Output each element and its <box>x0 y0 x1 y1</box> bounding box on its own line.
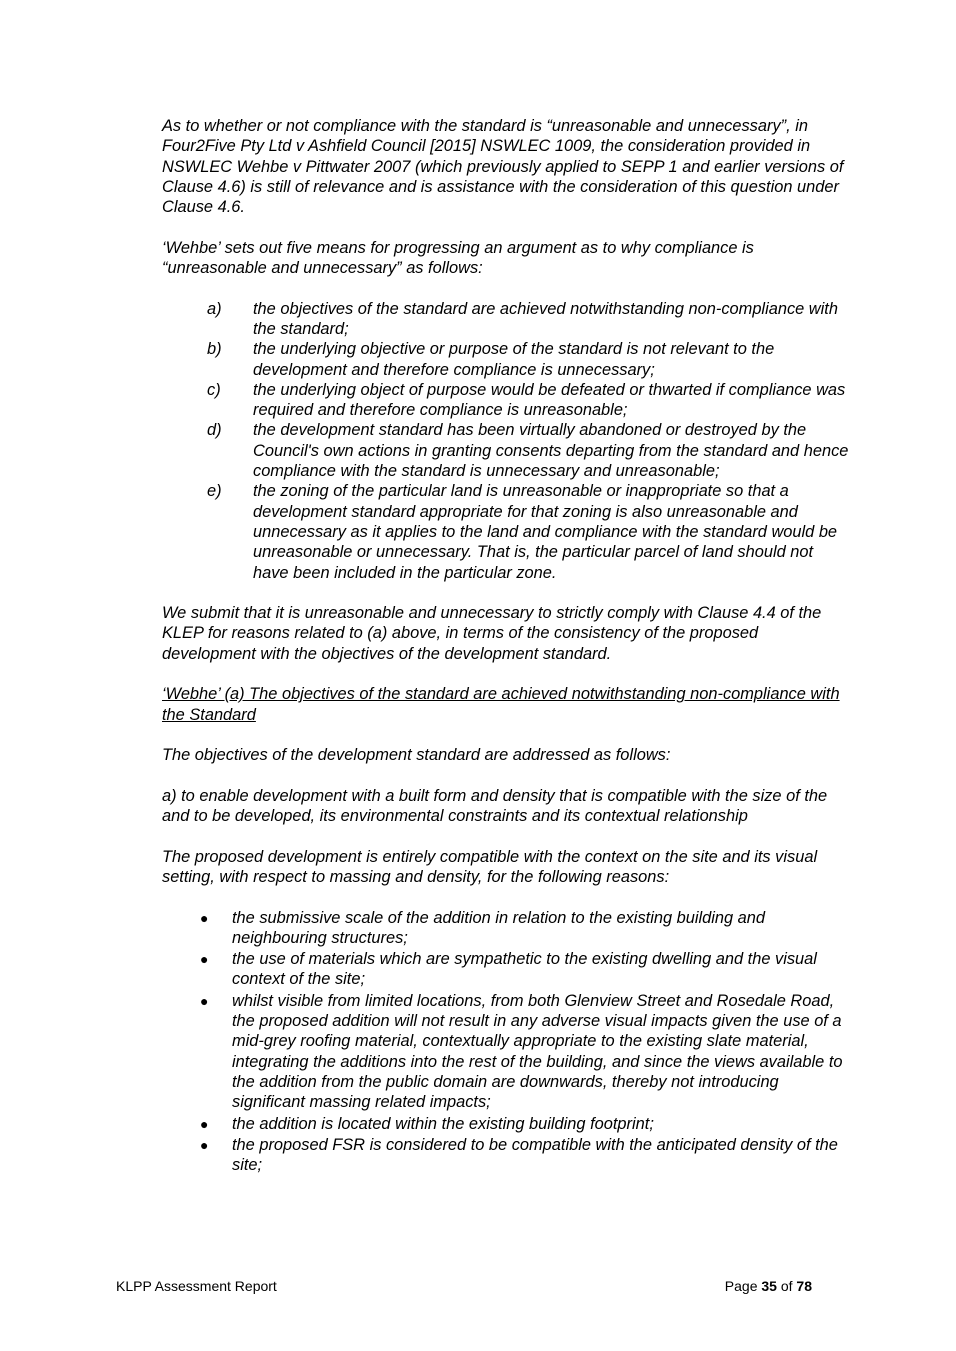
list-item-text: the proposed FSR is considered to be compatible with the anticipated density of the site; <box>232 1135 838 1175</box>
page-number: 35 <box>761 1278 777 1294</box>
list-item-text: whilst visible from limited locations, from both Glenview Street and Rosedale Road, the proposed addition will not result in any adverse visual impacts given the use of a mid-grey roofing material, contextually appropriate to the existing slate material, integrating the additions into the rest of the building, and since the views available to the addition from the public domain are downwards, thereby not introducing significant massing related impacts; <box>232 991 843 1112</box>
list-item-letter: a) <box>207 299 222 318</box>
list-item-text: the use of materials which are sympathetic to the existing dwelling and the visual context of the site; <box>232 950 817 989</box>
list-item <box>162 339 852 380</box>
list-item <box>162 380 852 421</box>
reasons-list <box>162 908 852 1176</box>
bullet-icon: ● <box>200 992 209 1009</box>
paragraph-objective-a: a) to enable development with a built form and density that is compatible with the size of the and to be developed, its environmental constraints and its contextual relationship <box>162 786 828 826</box>
bullet-icon: ● <box>200 951 209 968</box>
list-item-text: the zoning of the particular land is unreasonable or inappropriate so that a development standard appropriate for that zoning is also unreasonable and unnecessary as it applies to the land and compliance with the standard would be unreasonable or unnecessary. That is, the particular parcel of land should not have been included in the particular zone. <box>253 482 838 582</box>
page-number-label <box>725 1277 812 1295</box>
of-word: of <box>780 1278 793 1294</box>
page-word: Page <box>724 1278 758 1294</box>
paragraph-compatibility: The proposed development is entirely compatible with the context on the site and its visual setting, with respect to massing and density, for the following reasons: <box>162 847 818 886</box>
list-item-letter: d) <box>207 421 222 440</box>
report-name: KLPP Assessment Report <box>116 1278 277 1294</box>
list-item <box>162 991 852 1113</box>
wehbe-means-list <box>162 299 852 583</box>
paragraph-compliance-test: As to whether or not compliance with the standard is “unreasonable and unnecessary”, in Four2Five Pty Ltd v Ashfield Council [2015] NSWLEC 1009, the consideration provided in NSWLEC Wehbe v Pittwater 2007 (which previously applied to SEPP 1 and earlier versions of Clause 4.6) is still of relevance and is assistance with the consideration of this question under Clause 4.6. <box>162 117 844 217</box>
list-item-text: the development standard has been virtually abandoned or destroyed by the Council's own actions in granting consents departing from the standard and hence compliance with the standard is unnecessary and unreasonable; <box>253 421 849 481</box>
paragraph-wehbe-intro: ‘Wehbe’ sets out five means for progressing an argument as to why compliance is “unreasonable and unnecessary” as follows: <box>162 238 754 278</box>
list-item <box>162 1135 852 1176</box>
list-item-text: the submissive scale of the addition in relation to the existing building and neighbouring structures; <box>232 908 766 947</box>
total-pages: 78 <box>796 1278 812 1294</box>
list-item-text: the underlying object of purpose would be defeated or thwarted if compliance was required and therefore compliance is unreasonable; <box>253 380 846 420</box>
list-item-text: the underlying objective or purpose of the standard is not relevant to the development and therefore compliance is unnecessary; <box>253 340 775 379</box>
document-body <box>162 116 852 1176</box>
list-item <box>162 420 852 481</box>
section-heading: ‘Webhe’ (a) The objectives of the standard are achieved notwithstanding non-compliance with the Standard <box>162 685 840 724</box>
list-item <box>162 481 852 582</box>
list-item-letter: e) <box>207 482 222 501</box>
list-item <box>162 1114 852 1134</box>
list-item-letter: c) <box>207 380 221 399</box>
paragraph-submission: We submit that it is unreasonable and unnecessary to strictly comply with Clause 4.4 of the KLEP for reasons related to (a) above, in terms of the consistency of the proposed development with the objectives of the development standard. <box>162 604 822 663</box>
list-item <box>162 949 852 990</box>
list-item-text: the addition is located within the existing building footprint; <box>232 1114 654 1133</box>
bullet-icon: ● <box>200 1136 209 1153</box>
bullet-icon: ● <box>200 909 209 926</box>
list-item <box>162 908 852 949</box>
paragraph-objectives-intro: The objectives of the development standard are addressed as follows: <box>162 746 671 765</box>
list-item-letter: b) <box>207 340 222 359</box>
bullet-icon: ● <box>200 1115 209 1132</box>
list-item-text: the objectives of the standard are achieved notwithstanding non-compliance with the standard; <box>253 299 838 338</box>
list-item <box>162 299 852 340</box>
